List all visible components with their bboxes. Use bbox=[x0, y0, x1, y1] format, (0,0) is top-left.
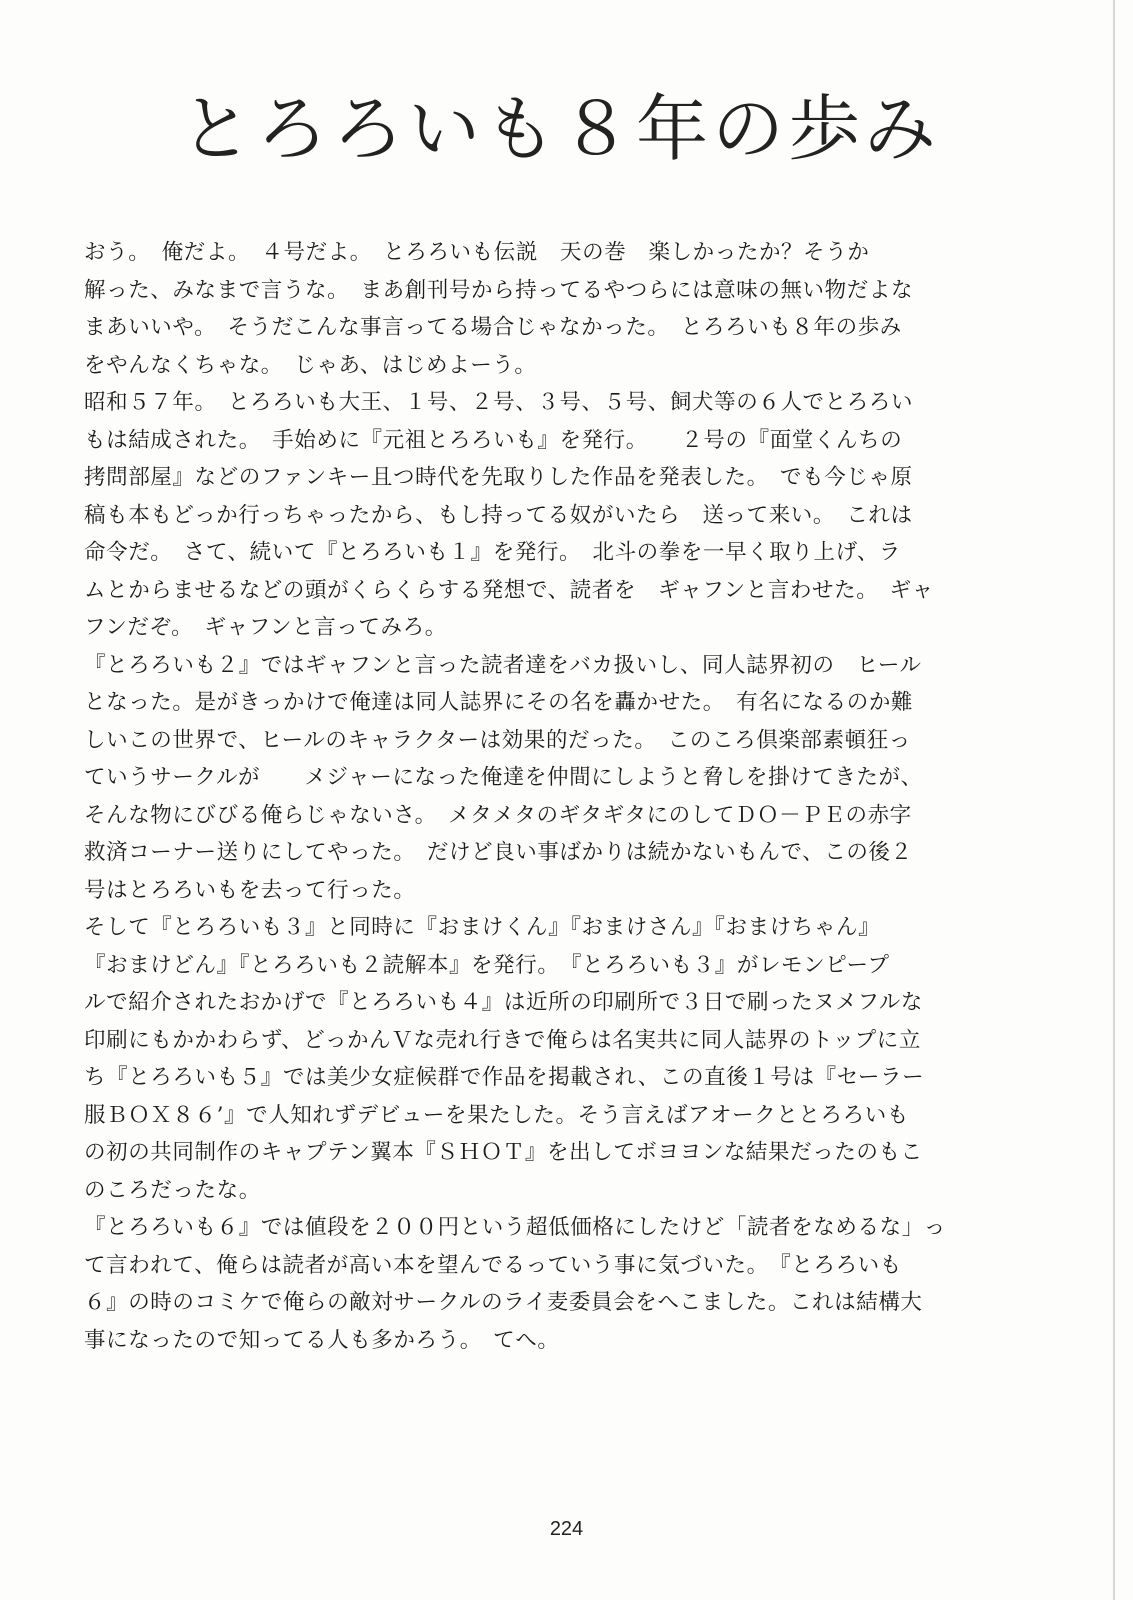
text-line: しいこの世界で、ヒールのキャラクターは効果的だった。 このころ倶楽部素頓狂っ bbox=[84, 727, 911, 753]
text-line: ６』の時のコミケで俺らの敵対サークルのライ麦委員会をへこました。これは結構大 bbox=[84, 1290, 923, 1315]
text-line: おう。 俺だよ。 ４号だよ。 とろろいも伝説 天の巻 楽しかったか？そうか bbox=[84, 240, 870, 265]
text-line: そんな物にびびる俺らじゃないさ。 メタメタのギタギタにのしてＤＯ－ＰＥの赤字 bbox=[84, 802, 912, 828]
text-line: もは結成された。 手始めに『元祖とろろいも』を発行。 ２号の『面堂くんちの bbox=[84, 427, 903, 453]
text-line: 拷問部屋』などのファンキー且つ時代を先取りした作品を発表した。 でも今じゃ原 bbox=[84, 465, 913, 490]
text-line: 『とろろいも２』ではギャフンと言った読者達をバカ扱いし、同人誌界初の ヒール bbox=[84, 652, 922, 678]
text-line: ムとからませるなどの頭がくらくらする発想で、読者を ギャフンと言わせた。 ギャ bbox=[84, 577, 934, 603]
text-line: 解った、みなまで言うな。 まあ創刊号から持ってるやつらには意味の無い物だよな bbox=[84, 277, 914, 303]
body-text bbox=[84, 234, 1029, 1359]
text-line: 『とろろいも６』では値段を２００円という超低価格にしたけど「読者をなめるな」っ bbox=[84, 1215, 946, 1240]
text-line: 『おまけどん』『とろろいも２読解本』を発行。 『とろろいも３』がレモンピープ bbox=[84, 952, 890, 978]
text-line: 救済コーナー送りにしてやった。 だけど良い事ばかりは続かないもんで、この後２ bbox=[84, 840, 913, 865]
text-line: 号はとろろいもを去って行った。 bbox=[84, 877, 416, 903]
text-line: そして『とろろいも３』と同時に『おまけくん』『おまけさん』『おまけちゃん』 bbox=[84, 915, 881, 940]
text-line: 事になったので知ってる人も多かろう。 てへ。 bbox=[84, 1327, 560, 1353]
text-line: フンだぞ。 ギャフンと言ってみろ。 bbox=[84, 615, 447, 640]
text-line: の初の共同制作のキャプテン翼本『ＳＨＯＴ』を出してボヨヨンな結果だったのもこ bbox=[84, 1140, 923, 1165]
text-line: て言われて、俺らは読者が高い本を望んでるっていう事に気づいた。 『とろろいも bbox=[84, 1252, 902, 1278]
text-line: 稿も本もどっか行っちゃったから、もし持ってる奴がいたら 送って来い。 これは bbox=[84, 502, 913, 528]
text-line: のころだったな。 bbox=[84, 1177, 261, 1203]
text-line: 命令だ。 さて、続いて『とろろいも１』を発行。 北斗の拳を一早く取り上げ、ラ bbox=[84, 540, 902, 565]
scan-edge-line bbox=[1113, 0, 1115, 1600]
page-number: 224 bbox=[549, 1518, 584, 1540]
text-line: ていうサークルが メジャーになった俺達を仲間にしようと脅しを掛けてきたが、 bbox=[84, 765, 923, 790]
text-line: をやんなくちゃな。 じゃあ、はじめよーう。 bbox=[84, 352, 537, 378]
text-line: ち『とろろいも５』では美少女症候群で作品を掲載され、この直後１号は『セーラー bbox=[84, 1065, 925, 1090]
text-line: ルで紹介されたおかげで『とろろいも４』は近所の印刷所で３日で刷ったヌメフルな bbox=[84, 990, 923, 1015]
text-line: 服ＢＯＸ８６’』で人知れずデビューを果たした。そう言えばアオークととろろいも bbox=[84, 1102, 909, 1128]
text-line: 昭和５７年。 とろろいも大王、１号、２号、３号、５号、飼犬等の６人でとろろい bbox=[84, 390, 914, 415]
text-line: となった。是がきっかけで俺達は同人誌界にその名を轟かせた。 有名になるのか難 bbox=[84, 690, 914, 715]
text-line: 印刷にもかかわらず、どっかんＶな売れ行きで俺らは名実共に同人誌界のトップに立 bbox=[84, 1027, 922, 1053]
text-line: まあいいや。 そうだこんな事言ってる場合じゃなかった。 とろろいも８年の歩み bbox=[84, 315, 902, 340]
page-title: とろろいも８年の歩み bbox=[180, 87, 941, 172]
